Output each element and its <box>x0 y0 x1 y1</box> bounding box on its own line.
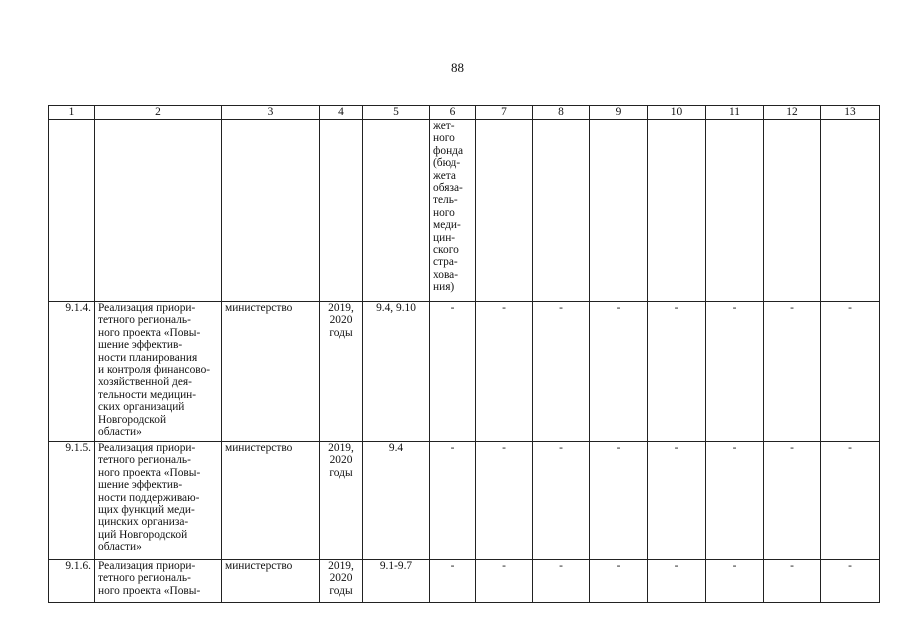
table-cell: - <box>648 560 706 603</box>
column-header: 5 <box>363 106 430 120</box>
table-row <box>49 302 880 442</box>
activity-name: Реализация приори- тетного региональ- ного проекта «Повы- <box>95 560 222 603</box>
table-cell: - <box>430 302 476 442</box>
activity-name: Реализация приори- тетного региональ- ного проекта «Повы- шение эффектив- ности поддерживаю- щих функций меди- цинских организа- ций Новгородской области» <box>95 442 222 560</box>
row-number: 9.1.4. <box>49 302 95 442</box>
table-cell <box>476 120 533 302</box>
table-cell: - <box>821 442 880 560</box>
table-cell: - <box>764 302 821 442</box>
table-cell: - <box>590 302 648 442</box>
table-cell: - <box>476 560 533 603</box>
table-cell: - <box>648 302 706 442</box>
period: 2019, 2020 годы <box>320 442 363 560</box>
column-header: 7 <box>476 106 533 120</box>
table-cell: - <box>533 442 590 560</box>
table-cell <box>533 120 590 302</box>
column-header: 10 <box>648 106 706 120</box>
target-indicator: 9.4 <box>363 442 430 560</box>
column-header: 11 <box>706 106 764 120</box>
table-cell: - <box>821 302 880 442</box>
activity-name: Реализация приори- тетного региональ- ного проекта «Повы- шение эффектив- ности планирования и контроля финансово- хозяйственной дея- тельности медицин- ских организаций Новгородской области» <box>95 302 222 442</box>
funding-source-cell: жет- ного фонда (бюд- жета обяза- тель- ного меди- цин- ского стра- хова- ния) <box>430 120 476 302</box>
table-cell: - <box>533 560 590 603</box>
executor: министерство <box>222 442 320 560</box>
continuation-row <box>49 120 880 302</box>
column-header: 12 <box>764 106 821 120</box>
table-cell: - <box>430 442 476 560</box>
column-header: 3 <box>222 106 320 120</box>
table-cell: - <box>590 560 648 603</box>
page-number: 88 <box>451 60 464 75</box>
table-row <box>49 560 880 603</box>
column-header: 6 <box>430 106 476 120</box>
table-cell: - <box>764 442 821 560</box>
table-cell <box>49 120 95 302</box>
row-number: 9.1.6. <box>49 560 95 603</box>
table-cell <box>320 120 363 302</box>
table-cell <box>764 120 821 302</box>
column-header: 1 <box>49 106 95 120</box>
column-number-row <box>49 106 880 120</box>
table-row <box>49 442 880 560</box>
table-cell <box>95 120 222 302</box>
table-cell: - <box>706 560 764 603</box>
table-cell: - <box>476 442 533 560</box>
table-cell <box>363 120 430 302</box>
table-cell <box>648 120 706 302</box>
table-cell: - <box>476 302 533 442</box>
column-header: 2 <box>95 106 222 120</box>
column-header: 13 <box>821 106 880 120</box>
column-header: 9 <box>590 106 648 120</box>
row-number: 9.1.5. <box>49 442 95 560</box>
table-cell: - <box>706 302 764 442</box>
target-indicator: 9.4, 9.10 <box>363 302 430 442</box>
table-cell: - <box>590 442 648 560</box>
table-cell: - <box>821 560 880 603</box>
program-activities-table <box>48 105 880 603</box>
table-cell <box>706 120 764 302</box>
table-cell <box>222 120 320 302</box>
table-cell: - <box>430 560 476 603</box>
table-cell <box>821 120 880 302</box>
column-header: 4 <box>320 106 363 120</box>
executor: министерство <box>222 302 320 442</box>
table-cell: - <box>648 442 706 560</box>
executor: министерство <box>222 560 320 603</box>
target-indicator: 9.1-9.7 <box>363 560 430 603</box>
table-cell: - <box>764 560 821 603</box>
column-header: 8 <box>533 106 590 120</box>
table-cell: - <box>706 442 764 560</box>
period: 2019, 2020 годы <box>320 302 363 442</box>
table-cell: - <box>533 302 590 442</box>
period: 2019, 2020 годы <box>320 560 363 603</box>
table-cell <box>590 120 648 302</box>
